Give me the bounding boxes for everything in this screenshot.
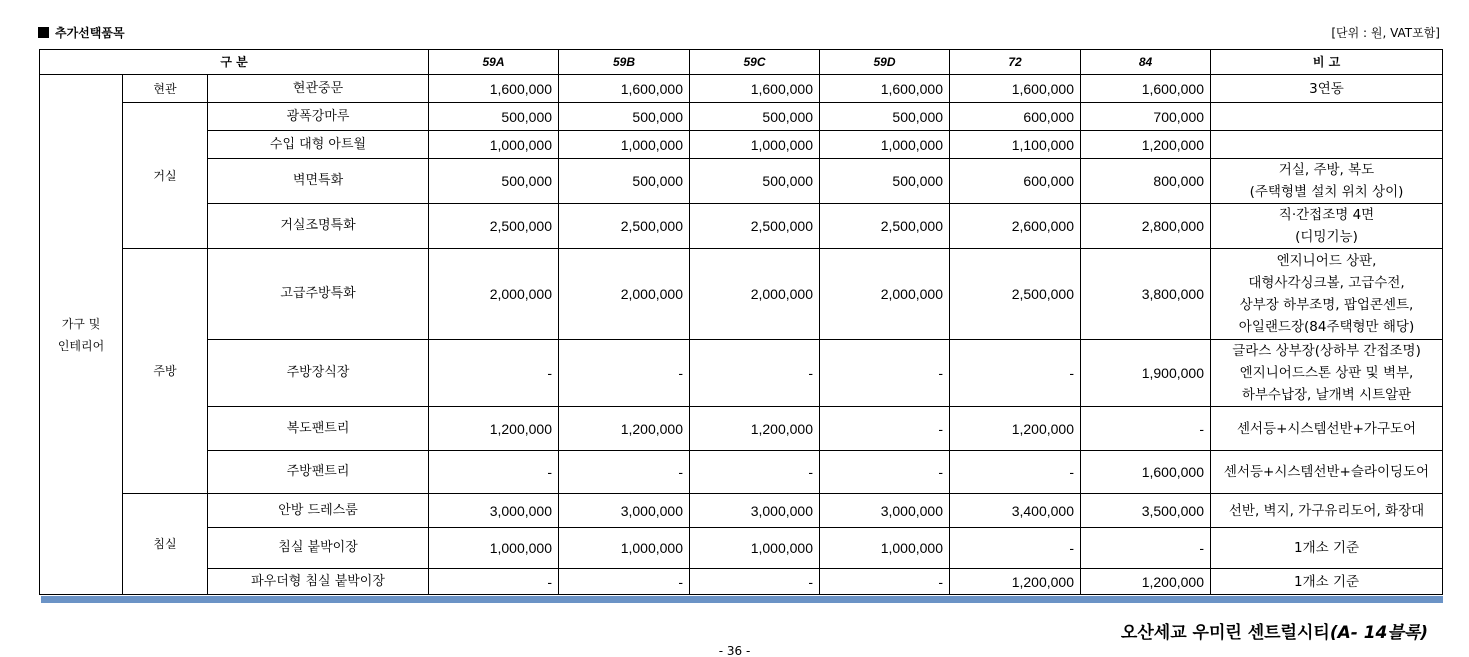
price-cell: 1,000,000: [820, 131, 950, 159]
section-title-text: 추가선택품목: [55, 26, 125, 40]
item-name-cell: 고급주방특화: [208, 249, 429, 340]
note-line: (주택형별 설치 위치 상이): [1249, 184, 1404, 200]
price-cell: 1,000,000: [559, 528, 690, 569]
price-cell: 3,000,000: [429, 494, 559, 528]
table-body: [40, 75, 1443, 595]
price-cell: 1,000,000: [429, 131, 559, 159]
group-category-cell: 거실: [123, 103, 208, 249]
note-line: 엔지니어드스톤 상판 및 벽부,: [1239, 365, 1414, 381]
header-category: 구 분: [40, 50, 429, 75]
note-line: 대형사각싱크볼, 고급수전,: [1248, 275, 1405, 291]
price-cell: 2,500,000: [950, 249, 1081, 340]
group-category-cell: 침실: [123, 494, 208, 595]
price-cell: -: [429, 340, 559, 407]
note-line: 엔지니어드 상판,: [1276, 253, 1377, 269]
price-cell: -: [690, 340, 820, 407]
item-name-cell: 광폭강마루: [208, 103, 429, 131]
footer-title: [1121, 618, 1428, 643]
note-line: 하부수납장, 날개벽 시트알판: [1241, 387, 1412, 403]
note-line: 센서등+시스템선반+가구도어: [1236, 420, 1417, 437]
table-row: [40, 528, 1443, 569]
price-cell: 2,000,000: [559, 249, 690, 340]
price-cell: 2,500,000: [690, 204, 820, 249]
price-cell: -: [950, 528, 1081, 569]
table-row: [40, 407, 1443, 451]
price-cell: 1,600,000: [429, 75, 559, 103]
price-cell: 2,500,000: [429, 204, 559, 249]
price-cell: 2,000,000: [429, 249, 559, 340]
price-cell: 2,500,000: [559, 204, 690, 249]
price-cell: -: [690, 569, 820, 595]
note-cell: [1211, 528, 1443, 569]
item-name-cell: 주방팬트리: [208, 451, 429, 494]
price-cell: 1,000,000: [559, 131, 690, 159]
table-row: [40, 103, 1443, 131]
square-bullet-icon: [38, 27, 49, 38]
header-note: 비 고: [1211, 50, 1443, 75]
note-cell: [1211, 75, 1443, 103]
header-model: 59D: [820, 50, 950, 75]
item-name-cell: 수입 대형 아트월: [208, 131, 429, 159]
table-row: [40, 75, 1443, 103]
price-cell: 500,000: [429, 103, 559, 131]
note-line: 글라스 상부장(상하부 간접조명): [1232, 343, 1421, 359]
item-name-cell: 거실조명특화: [208, 204, 429, 249]
price-cell: -: [820, 451, 950, 494]
price-cell: -: [950, 340, 1081, 407]
note-cell: [1211, 159, 1443, 204]
item-name-cell: 주방장식장: [208, 340, 429, 407]
price-cell: 500,000: [820, 103, 950, 131]
price-cell: 3,000,000: [559, 494, 690, 528]
price-cell: 1,100,000: [950, 131, 1081, 159]
price-cell: 2,600,000: [950, 204, 1081, 249]
price-cell: 3,000,000: [690, 494, 820, 528]
price-cell: 1,200,000: [1081, 569, 1211, 595]
note-line: 3연동: [1309, 80, 1344, 97]
price-cell: 1,600,000: [820, 75, 950, 103]
note-cell: [1211, 249, 1443, 340]
note-line: 센서등+시스템선반+슬라이딩도어: [1223, 464, 1430, 480]
price-cell: -: [820, 569, 950, 595]
price-cell: 1,600,000: [1081, 75, 1211, 103]
footer-title-block: (A- 14블록): [1329, 623, 1428, 643]
price-cell: 1,200,000: [690, 407, 820, 451]
note-cell: [1211, 407, 1443, 451]
note-line: 1개소 기준: [1293, 540, 1360, 556]
price-cell: -: [559, 569, 690, 595]
price-cell: 3,400,000: [950, 494, 1081, 528]
table-row: [40, 204, 1443, 249]
price-cell: 2,000,000: [820, 249, 950, 340]
note-line: 아일랜드장(84주택형만 해당): [1238, 319, 1415, 335]
item-name-cell: 복도팬트리: [208, 407, 429, 451]
note-cell: [1211, 451, 1443, 494]
note-line: 선반, 벽지, 가구유리도어, 화장대: [1228, 502, 1425, 519]
header-model: 59A: [429, 50, 559, 75]
price-cell: 700,000: [1081, 103, 1211, 131]
price-cell: 1,000,000: [690, 528, 820, 569]
header-model: 59C: [690, 50, 820, 75]
price-cell: -: [1081, 407, 1211, 451]
price-cell: 1,200,000: [429, 407, 559, 451]
price-cell: 1,600,000: [559, 75, 690, 103]
note-line: 직·간접조명 4면: [1278, 207, 1375, 223]
price-cell: -: [820, 407, 950, 451]
table-row: [40, 340, 1443, 407]
table-row: [40, 494, 1443, 528]
group-category-cell: 주방: [123, 249, 208, 494]
price-cell: 600,000: [950, 159, 1081, 204]
price-cell: 2,000,000: [690, 249, 820, 340]
price-cell: 1,000,000: [820, 528, 950, 569]
note-line: 거실, 주방, 복도: [1278, 162, 1375, 178]
price-cell: 1,200,000: [950, 407, 1081, 451]
price-cell: -: [559, 340, 690, 407]
price-cell: 1,200,000: [950, 569, 1081, 595]
unit-note: [단위 : 원, VAT포함]: [1331, 26, 1440, 40]
header-model: 84: [1081, 50, 1211, 75]
price-cell: 2,500,000: [820, 204, 950, 249]
table-row: [40, 131, 1443, 159]
footer-title-main: 오산세교 우미린 센트럴시티: [1120, 623, 1330, 643]
table-row: [40, 249, 1443, 340]
item-name-cell: 파우더형 침실 붙박이장: [208, 569, 429, 595]
price-cell: -: [559, 451, 690, 494]
note-cell: [1211, 131, 1443, 159]
table-header-row: [40, 50, 1443, 75]
price-cell: 1,000,000: [429, 528, 559, 569]
price-cell: 3,000,000: [820, 494, 950, 528]
price-cell: 1,200,000: [559, 407, 690, 451]
price-cell: 500,000: [429, 159, 559, 204]
table-row: [40, 159, 1443, 204]
price-cell: 3,800,000: [1081, 249, 1211, 340]
item-name-cell: 벽면특화: [208, 159, 429, 204]
section-title: [38, 24, 125, 41]
price-cell: 500,000: [559, 159, 690, 204]
price-cell: 500,000: [690, 103, 820, 131]
price-cell: 500,000: [690, 159, 820, 204]
price-cell: -: [429, 569, 559, 595]
price-cell: 800,000: [1081, 159, 1211, 204]
header-model: 59B: [559, 50, 690, 75]
note-cell: [1211, 494, 1443, 528]
note-cell: [1211, 103, 1443, 131]
price-cell: 1,600,000: [950, 75, 1081, 103]
price-cell: -: [690, 451, 820, 494]
page-number: - 36 -: [718, 644, 751, 657]
group-category-cell: 현관: [123, 75, 208, 103]
table-row: [40, 569, 1443, 595]
price-cell: 1,200,000: [1081, 131, 1211, 159]
price-cell: 600,000: [950, 103, 1081, 131]
price-cell: 500,000: [820, 159, 950, 204]
price-cell: -: [1081, 528, 1211, 569]
price-cell: 1,600,000: [1081, 451, 1211, 494]
note-line: 1개소 기준: [1293, 573, 1360, 590]
price-cell: 2,800,000: [1081, 204, 1211, 249]
price-cell: 1,000,000: [690, 131, 820, 159]
item-name-cell: 현관중문: [208, 75, 429, 103]
note-cell: [1211, 340, 1443, 407]
price-cell: 500,000: [559, 103, 690, 131]
price-cell: -: [820, 340, 950, 407]
item-name-cell: 침실 붙박이장: [208, 528, 429, 569]
price-cell: 1,600,000: [690, 75, 820, 103]
price-cell: -: [429, 451, 559, 494]
price-cell: -: [950, 451, 1081, 494]
header-model: 72: [950, 50, 1081, 75]
note-line: (디밍기능): [1295, 229, 1358, 245]
top-category-cell: 가구 및 인테리어: [40, 75, 123, 595]
item-name-cell: 안방 드레스룸: [208, 494, 429, 528]
note-cell: [1211, 204, 1443, 249]
option-price-table: [39, 49, 1443, 595]
note-line: 상부장 하부조명, 팝업콘센트,: [1239, 297, 1414, 313]
price-cell: 1,900,000: [1081, 340, 1211, 407]
price-cell: 3,500,000: [1081, 494, 1211, 528]
divider-bar: [41, 596, 1443, 603]
table-row: [40, 451, 1443, 494]
note-cell: [1211, 569, 1443, 595]
